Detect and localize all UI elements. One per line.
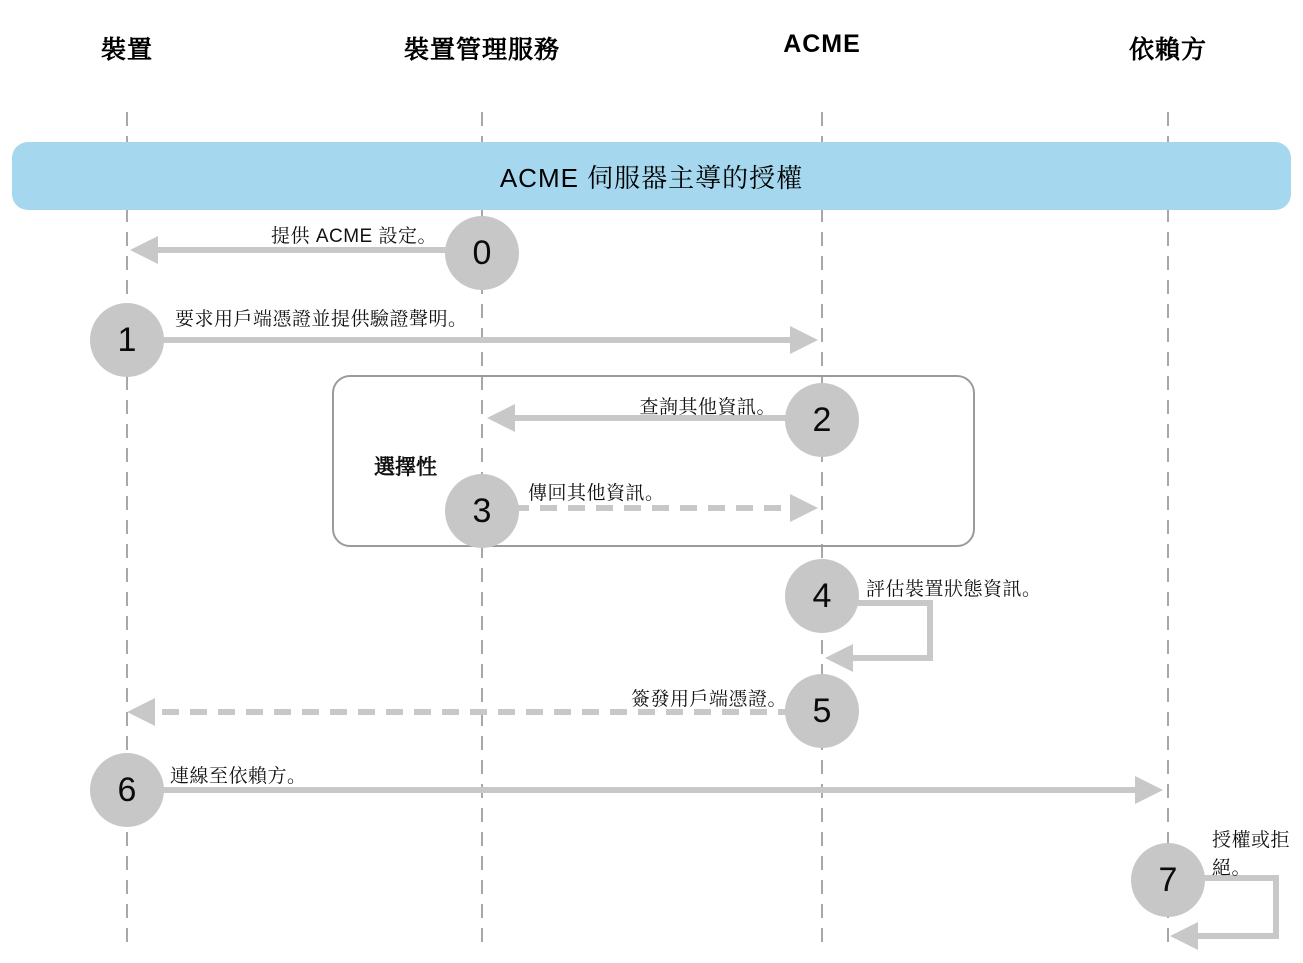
step-circle-2: 2: [785, 383, 859, 457]
optional-fragment-label: 選擇性: [374, 456, 437, 479]
actor-header-acme: ACME: [783, 30, 861, 58]
step-circle-6: 6: [90, 753, 164, 827]
step-circle-4: 4: [785, 559, 859, 633]
step-circle-5: 5: [785, 674, 859, 748]
actor-header-device-management-service: 裝置管理服務: [403, 36, 560, 64]
step-circle-7: 7: [1131, 843, 1205, 917]
step-label-4: 評估裝置狀態資訊。: [866, 579, 1042, 600]
step-label-5: 簽發用戶端憑證。: [630, 689, 787, 710]
step-circle-0: 0: [445, 216, 519, 290]
title-banner-label: ACME 伺服器主導的授權: [499, 162, 804, 193]
step-label-7: 授權或拒絕。: [1212, 830, 1291, 879]
actor-header-device: 裝置: [100, 36, 153, 64]
step-label-6: 連線至依賴方。: [170, 766, 307, 787]
step-circle-1: 1: [90, 303, 164, 377]
step-label-2: 查詢其他資訊。: [639, 397, 776, 418]
step-label-1: 要求用戶端憑證並提供驗證聲明。: [175, 309, 468, 330]
step-label-3: 傳回其他資訊。: [528, 483, 665, 504]
actor-header-relying-party: 依賴方: [1128, 36, 1207, 64]
step-label-0: 提供 ACME 設定。: [271, 226, 437, 247]
step-circle-3: 3: [445, 474, 519, 548]
title-banner: [12, 142, 1291, 210]
